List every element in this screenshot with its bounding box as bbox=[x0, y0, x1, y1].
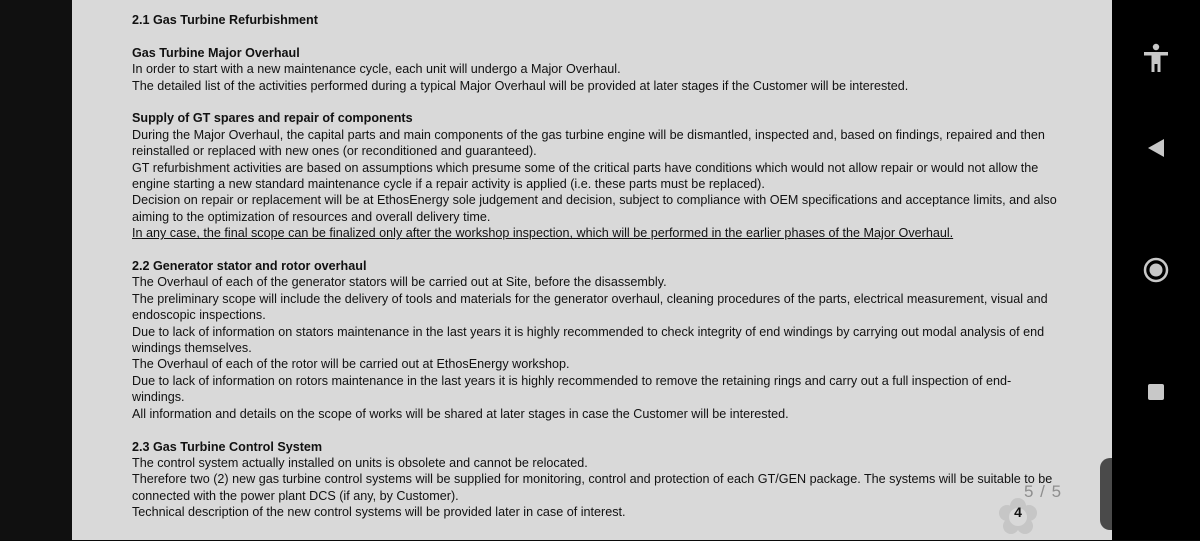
paragraph-line: All information and details on the scope of works will be shared at later stages in case the Customer will be interested. bbox=[132, 406, 789, 421]
paragraph-line: The Overhaul of each of the rotor will be carried out at EthosEnergy workshop. bbox=[132, 357, 570, 372]
paragraph-line: In order to start with a new maintenance cycle, each unit will undergo a Major Overhaul. bbox=[132, 62, 621, 77]
system-navigation-bar bbox=[1112, 0, 1200, 540]
floating-badge-number: 4 bbox=[1014, 504, 1022, 520]
document-page[interactable] bbox=[72, 0, 1112, 540]
paragraph-line: Decision on repair or replacement will be at EthosEnergy sole judgement and decision, subject to compliance with OEM specifications and acceptance limits, and also bbox=[132, 193, 1057, 208]
paragraph-line: During the Major Overhaul, the capital parts and main components of the gas turbine engine will be dismantled, inspected and, based on findings, repaired and then bbox=[132, 127, 1045, 142]
paragraph-line: Due to lack of information on rotors maintenance in the last years it is highly recommended to remove the retaining rings and carry out a full inspection of end- bbox=[132, 373, 1012, 388]
page-indicator: 5 / 5 bbox=[1024, 482, 1063, 501]
paragraph-line: The detailed list of the activities performed during a typical Major Overhaul will be provided at later stages if the Customer will be interested. bbox=[132, 78, 909, 93]
paragraph-line: Due to lack of information on stators maintenance in the last years it is highly recommended to check integrity of end windings by carrying out modal analysis of end bbox=[132, 324, 1045, 339]
section-title-2-1: 2.1 Gas Turbine Refurbishment bbox=[132, 13, 318, 27]
paragraph-line: aiming to the optimization of resources and overall delivery time. bbox=[132, 209, 491, 224]
underlined-note: In any case, the final scope can be finalized only after the workshop inspection, which will be performed in the earlier phases of the Major Overhaul. bbox=[132, 226, 954, 241]
paragraph-line: engine starting a new standard maintenance cycle if a repair activity is applied (i.e. these parts must be replaced). bbox=[132, 177, 765, 192]
back-button[interactable] bbox=[1136, 128, 1176, 168]
home-icon bbox=[1136, 250, 1176, 290]
paragraph-line: endoscopic inspections. bbox=[132, 308, 266, 323]
section-title-2-3: 2.3 Gas Turbine Control System bbox=[132, 439, 323, 454]
paragraph-line: The Overhaul of each of the generator stators will be carried out at Site, before the disassembly. bbox=[132, 275, 667, 290]
paragraph-line: Technical description of the new control systems will be provided later in case of interest. bbox=[132, 505, 626, 520]
recents-button[interactable] bbox=[1136, 372, 1176, 412]
paragraph-line: reinstalled or replaced with new ones (or reconditioned and guaranteed). bbox=[132, 144, 537, 159]
recents-icon bbox=[1136, 372, 1176, 412]
subheading-major-overhaul: Gas Turbine Major Overhaul bbox=[132, 45, 300, 60]
paragraph-line: GT refurbishment activities are based on assumptions which presume some of the critical parts have conditions which would not allow repair or would not allow the bbox=[132, 160, 1039, 175]
back-icon bbox=[1136, 128, 1176, 168]
paragraph-line: The preliminary scope will include the delivery of tools and materials for the generator overhaul, cleaning procedures of the parts, electrical measurement, visual and bbox=[132, 291, 1048, 306]
accessibility-icon bbox=[1136, 38, 1176, 78]
section-title-2-2: 2.2 Generator stator and rotor overhaul bbox=[132, 259, 367, 274]
home-button[interactable] bbox=[1136, 250, 1176, 290]
paragraph-line: The control system actually installed on units is obsolete and cannot be relocated. bbox=[132, 455, 588, 470]
accessibility-button[interactable] bbox=[1136, 38, 1176, 78]
paragraph-line: windings themselves. bbox=[132, 341, 252, 356]
paragraph-line: Therefore two (2) new gas turbine control systems will be supplied for monitoring, control and protection of each GT/GEN package. The systems will be suitable to be bbox=[132, 472, 1053, 487]
paragraph-line: windings. bbox=[132, 390, 185, 405]
subheading-gt-spares: Supply of GT spares and repair of components bbox=[132, 111, 413, 126]
floating-badge-button[interactable] bbox=[996, 496, 1040, 536]
left-gutter bbox=[0, 0, 72, 540]
paragraph-line: connected with the power plant DCS (if any, by Customer). bbox=[132, 488, 459, 503]
document-content bbox=[132, 12, 1092, 521]
